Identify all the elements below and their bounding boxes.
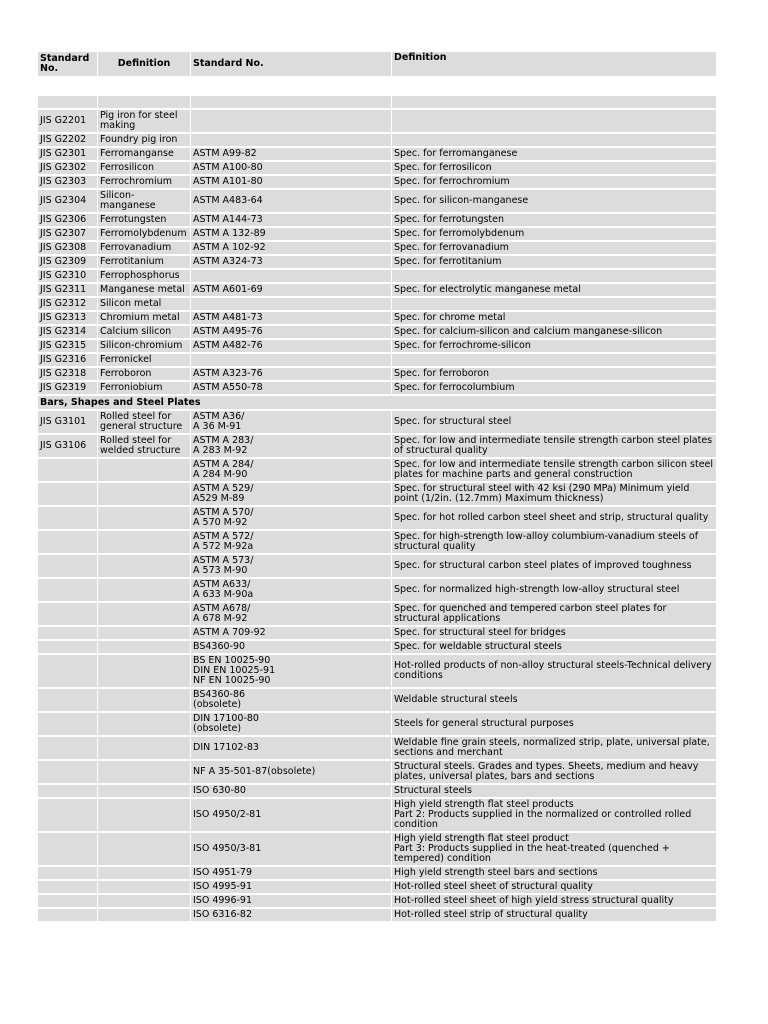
table-row xyxy=(38,298,716,310)
standard-no-cell: JIS G2311 xyxy=(38,284,97,296)
spec-definition-cell: Hot-rolled steel strip of structural quality xyxy=(392,909,716,921)
table-row xyxy=(38,435,716,457)
standard-ref-cell: ASTM A550-78 xyxy=(191,382,391,394)
standard-no-cell xyxy=(38,909,97,921)
table-row xyxy=(38,176,716,188)
definition-cell xyxy=(98,689,190,711)
spec-definition-cell: Spec. for quenched and tempered carbon steel plates for structural applications xyxy=(392,603,716,625)
spec-definition-cell: Hot-rolled steel sheet of structural quality xyxy=(392,881,716,893)
spec-definition-cell: High yield strength flat steel products Part 2: Products supplied in the normalized or controlled rolled condition xyxy=(392,799,716,831)
spec-definition-cell: Hot-rolled steel sheet of high yield stress structural quality xyxy=(392,895,716,907)
spec-definition-cell: Spec. for hot rolled carbon steel sheet and strip, structural quality xyxy=(392,507,716,529)
standard-no-cell: JIS G2308 xyxy=(38,242,97,254)
standard-ref-cell: NF A 35-501-87(obsolete) xyxy=(191,761,391,783)
standard-ref-cell: ASTM A36/ A 36 M-91 xyxy=(191,411,391,433)
table-row xyxy=(38,579,716,601)
standard-ref-cell: ISO 6316-82 xyxy=(191,909,391,921)
definition-cell: Rolled steel for welded structure xyxy=(98,435,190,457)
standard-no-cell: JIS G2318 xyxy=(38,368,97,380)
table-row xyxy=(38,531,716,553)
header-definition: Definition xyxy=(98,52,190,76)
table-row xyxy=(38,895,716,907)
spec-definition-cell: Spec. for structural steel for bridges xyxy=(392,627,716,639)
spec-definition-cell xyxy=(392,298,716,310)
standard-no-cell: JIS G2312 xyxy=(38,298,97,310)
standard-ref-cell: DIN 17100-80 (obsolete) xyxy=(191,713,391,735)
definition-cell: Chromium metal xyxy=(98,312,190,324)
standard-no-cell xyxy=(38,627,97,639)
standard-ref-cell: ASTM A 529/ A529 M-89 xyxy=(191,483,391,505)
table-row xyxy=(38,190,716,212)
standard-ref-cell xyxy=(191,134,391,146)
spacer-row xyxy=(38,78,716,94)
standard-no-cell xyxy=(38,785,97,797)
standard-no-cell: JIS G2315 xyxy=(38,340,97,352)
definition-cell: Ferrosilicon xyxy=(98,162,190,174)
standard-ref-cell: ISO 630-80 xyxy=(191,785,391,797)
spec-definition-cell: Spec. for ferrochrome-silicon xyxy=(392,340,716,352)
spec-definition-cell: Spec. for normalized high-strength low-alloy structural steel xyxy=(392,579,716,601)
definition-cell xyxy=(98,507,190,529)
standard-no-cell xyxy=(38,737,97,759)
table-row xyxy=(38,110,716,132)
section-header-row xyxy=(38,396,716,409)
standard-ref-cell: ASTM A 102-92 xyxy=(191,242,391,254)
standard-no-cell xyxy=(38,531,97,553)
standard-ref-cell: ASTM A101-80 xyxy=(191,176,391,188)
header-definition-2: Definition xyxy=(392,52,716,76)
standard-no-cell: JIS G2314 xyxy=(38,326,97,338)
spec-definition-cell xyxy=(392,354,716,366)
spec-definition-cell: Spec. for high-strength low-alloy columbium-vanadium steels of structural quality xyxy=(392,531,716,553)
standard-ref-cell: ASTM A 132-89 xyxy=(191,228,391,240)
spec-definition-cell: Hot-rolled products of non-alloy structural steels-Technical delivery conditions xyxy=(392,655,716,687)
header-standard-no: Standard No. xyxy=(38,52,97,76)
definition-cell xyxy=(98,641,190,653)
standard-ref-cell: BS4360-90 xyxy=(191,641,391,653)
spec-definition-cell: Spec. for ferromanganese xyxy=(392,148,716,160)
table-row xyxy=(38,382,716,394)
standard-ref-cell: ASTM A481-73 xyxy=(191,312,391,324)
standard-no-cell xyxy=(38,655,97,687)
table-row xyxy=(38,799,716,831)
table-row xyxy=(38,214,716,226)
standard-ref-cell: ASTM A323-76 xyxy=(191,368,391,380)
table-row xyxy=(38,459,716,481)
table-row xyxy=(38,785,716,797)
definition-cell xyxy=(98,459,190,481)
spec-definition-cell: High yield strength flat steel product Part 3: Products supplied in the heat-treated (quenched + tempered) condition xyxy=(392,833,716,865)
spec-definition-cell: Spec. for structural steel xyxy=(392,411,716,433)
standard-ref-cell xyxy=(191,354,391,366)
definition-cell: Rolled steel for general structure xyxy=(98,411,190,433)
definition-cell: Silicon metal xyxy=(98,298,190,310)
spec-definition-cell: Spec. for ferromolybdenum xyxy=(392,228,716,240)
spec-definition-cell: Structural steels. Grades and types. Sheets, medium and heavy plates, universal plates, bars and sections xyxy=(392,761,716,783)
standard-ref-cell: ASTM A324-73 xyxy=(191,256,391,268)
definition-cell: Ferrovanadium xyxy=(98,242,190,254)
definition-cell: Silicon-chromium xyxy=(98,340,190,352)
spec-definition-cell: Weldable structural steels xyxy=(392,689,716,711)
table-row xyxy=(38,761,716,783)
standard-no-cell xyxy=(38,689,97,711)
spec-definition-cell: Spec. for structural steel with 42 ksi (290 MPa) Minimum yield point (1/2in. (12.7mm) Maximum thickness) xyxy=(392,483,716,505)
definition-cell: Ferrotungsten xyxy=(98,214,190,226)
standard-ref-cell xyxy=(191,110,391,132)
definition-cell: Ferrophosphorus xyxy=(98,270,190,282)
standard-no-cell xyxy=(38,799,97,831)
spec-definition-cell: Steels for general structural purposes xyxy=(392,713,716,735)
standard-ref-cell xyxy=(191,298,391,310)
spec-definition-cell: High yield strength steel bars and sections xyxy=(392,867,716,879)
spec-definition-cell: Weldable fine grain steels, normalized strip, plate, universal plate, sections and merchant xyxy=(392,737,716,759)
standard-ref-cell: ASTM A144-73 xyxy=(191,214,391,226)
standard-no-cell: JIS G2302 xyxy=(38,162,97,174)
table-row xyxy=(38,326,716,338)
standard-ref-cell: ASTM A 283/ A 283 M-92 xyxy=(191,435,391,457)
standard-ref-cell: ASTM A678/ A 678 M-92 xyxy=(191,603,391,625)
definition-cell xyxy=(98,833,190,865)
table-row xyxy=(38,627,716,639)
standard-ref-cell: ASTM A 572/ A 572 M-92a xyxy=(191,531,391,553)
standard-no-cell: JIS G2202 xyxy=(38,134,97,146)
definition-cell xyxy=(98,579,190,601)
table-row xyxy=(38,507,716,529)
spec-definition-cell: Spec. for ferrotitanium xyxy=(392,256,716,268)
standard-ref-cell: ISO 4995-91 xyxy=(191,881,391,893)
section-title: Bars, Shapes and Steel Plates xyxy=(38,396,716,409)
spec-definition-cell: Spec. for ferrochromium xyxy=(392,176,716,188)
standard-ref-cell: BS4360-86 (obsolete) xyxy=(191,689,391,711)
table-row xyxy=(38,284,716,296)
standard-ref-cell: ASTM A483-64 xyxy=(191,190,391,212)
spec-definition-cell: Structural steels xyxy=(392,785,716,797)
standard-no-cell xyxy=(38,833,97,865)
definition-cell xyxy=(98,909,190,921)
standard-no-cell xyxy=(38,867,97,879)
standard-ref-cell: ASTM A495-76 xyxy=(191,326,391,338)
definition-cell xyxy=(98,799,190,831)
standard-no-cell xyxy=(38,483,97,505)
spec-definition-cell xyxy=(392,110,716,132)
standard-ref-cell: ISO 4950/2-81 xyxy=(191,799,391,831)
standard-no-cell: JIS G2310 xyxy=(38,270,97,282)
spec-definition-cell xyxy=(392,270,716,282)
standard-ref-cell: ASTM A100-80 xyxy=(191,162,391,174)
table-row xyxy=(38,737,716,759)
definition-cell: Ferronickel xyxy=(98,354,190,366)
standard-ref-cell: ISO 4996-91 xyxy=(191,895,391,907)
definition-cell xyxy=(98,603,190,625)
standard-ref-cell: ASTM A601-69 xyxy=(191,284,391,296)
standard-ref-cell: DIN 17102-83 xyxy=(191,737,391,759)
table-row xyxy=(38,134,716,146)
table-row xyxy=(38,228,716,240)
table-row xyxy=(38,162,716,174)
table-row xyxy=(38,411,716,433)
standard-no-cell xyxy=(38,603,97,625)
standard-no-cell: JIS G2316 xyxy=(38,354,97,366)
definition-cell: Ferrotitanium xyxy=(98,256,190,268)
definition-cell xyxy=(98,627,190,639)
definition-cell: Ferroniobium xyxy=(98,382,190,394)
definition-cell xyxy=(98,531,190,553)
definition-cell: Ferroboron xyxy=(98,368,190,380)
spec-definition-cell: Spec. for ferroboron xyxy=(392,368,716,380)
standard-ref-cell: ASTM A 573/ A 573 M-90 xyxy=(191,555,391,577)
spec-definition-cell: Spec. for electrolytic manganese metal xyxy=(392,284,716,296)
spec-definition-cell: Spec. for weldable structural steels xyxy=(392,641,716,653)
spec-definition-cell: Spec. for calcium-silicon and calcium manganese-silicon xyxy=(392,326,716,338)
table-row xyxy=(38,909,716,921)
table-row xyxy=(38,655,716,687)
table-row xyxy=(38,641,716,653)
standard-ref-cell: ASTM A633/ A 633 M-90a xyxy=(191,579,391,601)
standard-no-cell: JIS G2201 xyxy=(38,110,97,132)
standards-table xyxy=(37,50,717,923)
standard-no-cell xyxy=(38,881,97,893)
definition-cell xyxy=(98,761,190,783)
blank-row xyxy=(38,96,716,108)
standard-no-cell: JIS G3106 xyxy=(38,435,97,457)
standard-no-cell: JIS G2304 xyxy=(38,190,97,212)
standard-no-cell xyxy=(38,641,97,653)
definition-cell xyxy=(98,737,190,759)
definition-cell xyxy=(98,713,190,735)
standard-no-cell: JIS G2313 xyxy=(38,312,97,324)
table-row xyxy=(38,242,716,254)
table-row xyxy=(38,312,716,324)
table-row xyxy=(38,713,716,735)
standard-ref-cell: ISO 4950/3-81 xyxy=(191,833,391,865)
standard-ref-cell: ASTM A 570/ A 570 M-92 xyxy=(191,507,391,529)
standard-no-cell xyxy=(38,713,97,735)
standard-ref-cell xyxy=(191,270,391,282)
table-row xyxy=(38,555,716,577)
standard-ref-cell: ISO 4951-79 xyxy=(191,867,391,879)
table-row xyxy=(38,881,716,893)
definition-cell xyxy=(98,555,190,577)
definition-cell: Foundry pig iron xyxy=(98,134,190,146)
standard-ref-cell: ASTM A 709-92 xyxy=(191,627,391,639)
standard-no-cell: JIS G2306 xyxy=(38,214,97,226)
standard-no-cell xyxy=(38,555,97,577)
table-row xyxy=(38,833,716,865)
standard-no-cell xyxy=(38,507,97,529)
standard-ref-cell: ASTM A482-76 xyxy=(191,340,391,352)
table-row xyxy=(38,340,716,352)
definition-cell: Ferrochromium xyxy=(98,176,190,188)
table-row xyxy=(38,270,716,282)
definition-cell: Ferromanganse xyxy=(98,148,190,160)
definition-cell xyxy=(98,655,190,687)
standard-no-cell: JIS G3101 xyxy=(38,411,97,433)
standard-no-cell xyxy=(38,579,97,601)
table-row xyxy=(38,368,716,380)
spec-definition-cell: Spec. for ferrovanadium xyxy=(392,242,716,254)
standard-no-cell xyxy=(38,761,97,783)
table-row xyxy=(38,603,716,625)
spec-definition-cell xyxy=(392,134,716,146)
definition-cell xyxy=(98,867,190,879)
standard-ref-cell: ASTM A 284/ A 284 M-90 xyxy=(191,459,391,481)
table-row xyxy=(38,256,716,268)
standard-no-cell xyxy=(38,459,97,481)
definition-cell: Silicon-manganese xyxy=(98,190,190,212)
definition-cell xyxy=(98,881,190,893)
standard-no-cell: JIS G2303 xyxy=(38,176,97,188)
definition-cell: Manganese metal xyxy=(98,284,190,296)
standard-no-cell xyxy=(38,895,97,907)
spec-definition-cell: Spec. for chrome metal xyxy=(392,312,716,324)
spec-definition-cell: Spec. for low and intermediate tensile strength carbon steel plates of structural quality xyxy=(392,435,716,457)
table-row xyxy=(38,867,716,879)
header-standard-no-2: Standard No. xyxy=(191,52,391,76)
spec-definition-cell: Spec. for low and intermediate tensile strength carbon silicon steel plates for machine parts and general construction xyxy=(392,459,716,481)
definition-cell: Calcium silicon xyxy=(98,326,190,338)
definition-cell: Ferromolybdenum xyxy=(98,228,190,240)
table-row xyxy=(38,483,716,505)
definition-cell xyxy=(98,785,190,797)
standard-ref-cell: ASTM A99-82 xyxy=(191,148,391,160)
definition-cell: Pig iron for steel making xyxy=(98,110,190,132)
spec-definition-cell: Spec. for structural carbon steel plates of improved toughness xyxy=(392,555,716,577)
standard-no-cell: JIS G2309 xyxy=(38,256,97,268)
standard-no-cell: JIS G2319 xyxy=(38,382,97,394)
spec-definition-cell: Spec. for silicon-manganese xyxy=(392,190,716,212)
table-header-row xyxy=(38,52,716,76)
definition-cell xyxy=(98,483,190,505)
spec-definition-cell: Spec. for ferrosilicon xyxy=(392,162,716,174)
table-row xyxy=(38,148,716,160)
standard-no-cell: JIS G2307 xyxy=(38,228,97,240)
standard-no-cell: JIS G2301 xyxy=(38,148,97,160)
standard-ref-cell: BS EN 10025-90 DIN EN 10025-91 NF EN 10025-90 xyxy=(191,655,391,687)
spec-definition-cell: Spec. for ferrocolumbium xyxy=(392,382,716,394)
spec-definition-cell: Spec. for ferrotungsten xyxy=(392,214,716,226)
table-row xyxy=(38,689,716,711)
definition-cell xyxy=(98,895,190,907)
table-row xyxy=(38,354,716,366)
